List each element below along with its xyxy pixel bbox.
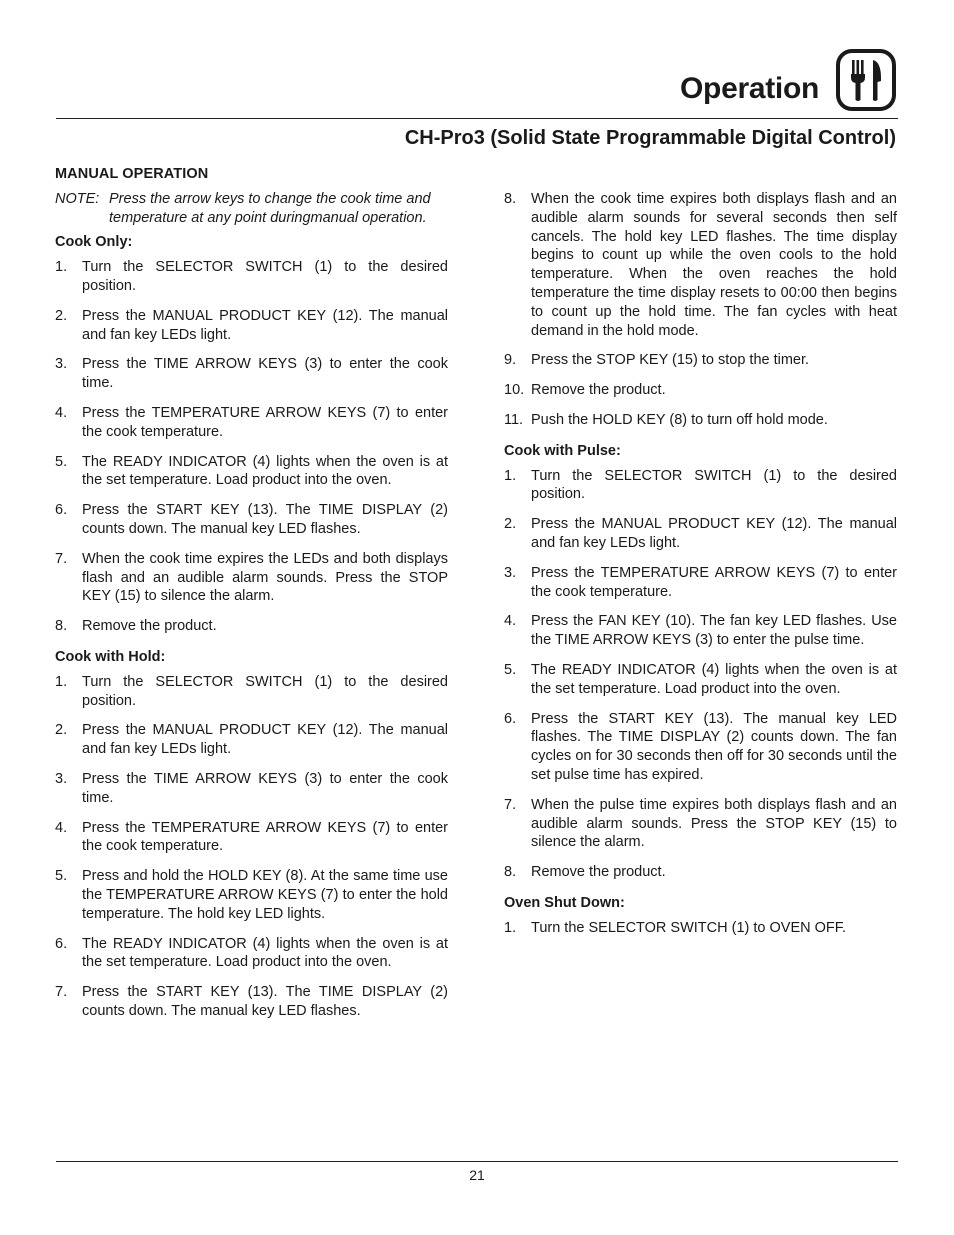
step-text: Press the FAN KEY (10). The fan key LED flashes. Use the TIME ARROW KEYS (3) to enter the pulse time. (531, 613, 897, 649)
step-text: Press the START KEY (13). The manual key LED flashes. The TIME DISPLAY (2) counts down. The fan cycles on for 30 seconds then off for 30 seconds until the set pulse time has expired. (531, 710, 897, 783)
step-number: 2. (55, 722, 68, 739)
step-text: Press the START KEY (13). The TIME DISPLAY (2) counts down. The manual key LED flashes. (82, 502, 448, 537)
list-item (55, 355, 448, 393)
step-text: Press the TEMPERATURE ARROW KEYS (7) to enter the cook temperature. (82, 404, 448, 440)
step-text: The READY INDICATOR (4) lights when the oven is at the set temperature. Load product into the oven. (82, 935, 448, 971)
step-number: 10. (504, 382, 525, 399)
step-text: Push the HOLD KEY (8) to turn off hold mode. (531, 411, 828, 428)
step-number: 1. (55, 673, 68, 690)
step-number: 11. (504, 411, 524, 428)
steps-cook-with-pulse (504, 467, 897, 882)
heading-cook-only: Cook Only: (55, 234, 133, 251)
step-text: Press the MANUAL PRODUCT KEY (12). The manual and fan key LEDs light. (82, 307, 448, 343)
step-text: Remove the product. (531, 382, 666, 399)
step-number: 7. (55, 984, 68, 1001)
list-item (55, 983, 448, 1021)
heading-oven-shut-down: Oven Shut Down: (504, 894, 625, 911)
step-text: Press and hold the HOLD KEY (8). At the same time use the TEMPERATURE ARROW KEYS (7) to enter the hold temperature. The hold key LED lights. (82, 868, 448, 922)
list-item (55, 453, 448, 491)
list-item (55, 935, 448, 973)
step-number: 5. (55, 868, 68, 885)
step-number: 6. (504, 710, 517, 727)
footer-divider (56, 1161, 898, 1162)
step-text: Remove the product. (531, 864, 666, 881)
step-text: Press the MANUAL PRODUCT KEY (12). The manual and fan key LEDs light. (531, 516, 897, 551)
step-number: 8. (504, 191, 517, 207)
left-column (55, 165, 448, 1033)
step-number: 2. (55, 307, 68, 324)
step-number: 4. (55, 819, 68, 836)
step-number: 7. (504, 796, 517, 813)
step-number: 2. (504, 516, 517, 533)
step-text: Turn the SELECTOR SWITCH (1) to OVEN OFF. (531, 919, 847, 936)
step-text: Press the TEMPERATURE ARROW KEYS (7) to enter the cook temperature. (531, 564, 897, 600)
steps-cook-with-hold-continued (504, 190, 897, 430)
page-title: Operation (680, 72, 819, 105)
list-item (504, 381, 897, 400)
step-text: Turn the SELECTOR SWITCH (1) to the desired position. (82, 259, 448, 294)
list-item (504, 863, 897, 882)
step-number: 9. (504, 352, 517, 369)
list-item (504, 919, 897, 938)
step-number: 1. (504, 919, 517, 936)
step-number: 3. (55, 770, 68, 787)
list-item (504, 467, 897, 505)
step-number: 8. (504, 864, 517, 881)
list-item (504, 515, 897, 553)
step-text: The READY INDICATOR (4) lights when the oven is at the set temperature. Load product into the oven. (82, 453, 448, 489)
step-number: 1. (504, 467, 517, 484)
page-number: 21 (469, 1167, 485, 1183)
page-subtitle: CH-Pro3 (Solid State Programmable Digital Control) (404, 127, 896, 149)
step-number: 5. (504, 661, 517, 678)
step-text: Press the START KEY (13). The TIME DISPLAY (2) counts down. The manual key LED flashes. (82, 984, 448, 1019)
step-text: Turn the SELECTOR SWITCH (1) to the desired position. (531, 467, 897, 503)
step-text: Press the MANUAL PRODUCT KEY (12). The manual and fan key LEDs light. (82, 722, 448, 758)
list-item (55, 550, 448, 606)
section-heading-manual-operation: MANUAL OPERATION (55, 166, 209, 182)
list-item (55, 673, 448, 711)
step-number: 4. (504, 613, 517, 630)
list-item (55, 307, 448, 345)
step-number: 4. (55, 404, 68, 421)
step-number: 8. (55, 618, 68, 635)
step-number: 6. (55, 935, 68, 952)
list-item (55, 721, 448, 759)
step-number: 3. (504, 564, 517, 581)
step-number: 7. (55, 550, 68, 567)
step-text: Turn the SELECTOR SWITCH (1) to the desired position. (82, 673, 448, 709)
fork-knife-icon (835, 48, 897, 112)
step-text: When the cook time expires both displays flash and an audible alarm sounds for several seconds then self cancels. The hold key LED flashes. The time display begins to count up while the oven cools to the hold temperature. When the oven reaches the hold temperature the time display resets to 00:00 then begins to count up the hold time. The fan cycles with heat demand in the hold mode. (531, 191, 897, 339)
list-item (504, 612, 897, 650)
list-item (504, 710, 897, 785)
step-number: 6. (55, 502, 68, 519)
list-item (504, 796, 897, 852)
steps-oven-shut-down (504, 919, 897, 938)
list-item (504, 661, 897, 699)
list-item (55, 258, 448, 296)
step-text: Remove the product. (82, 618, 217, 635)
step-number: 3. (55, 356, 68, 373)
note (55, 190, 448, 228)
heading-cook-with-pulse: Cook with Pulse: (504, 442, 621, 459)
list-item (55, 501, 448, 539)
step-text: Press the STOP KEY (15) to stop the timer. (531, 352, 810, 369)
step-text: Press the TIME ARROW KEYS (3) to enter the cook time. (82, 770, 448, 806)
list-item (504, 564, 897, 602)
list-item (504, 190, 897, 340)
list-item (504, 411, 897, 430)
step-number: 5. (55, 453, 68, 470)
list-item (55, 404, 448, 442)
note-text: Press the arrow keys to change the cook time and temperature at any point duringmanual operation. (109, 190, 431, 226)
right-column (504, 190, 897, 950)
step-number: 1. (55, 259, 68, 276)
list-item (55, 617, 448, 636)
step-text: When the pulse time expires both displays flash and an audible alarm sounds. Press the STOP KEY (15) to silence the alarm. (531, 796, 897, 851)
heading-cook-with-hold: Cook with Hold: (55, 648, 166, 665)
step-text: The READY INDICATOR (4) lights when the oven is at the set temperature. Load product into the oven. (531, 661, 897, 697)
list-item (55, 819, 448, 857)
steps-cook-only (55, 258, 448, 636)
steps-cook-with-hold (55, 673, 448, 1021)
list-item (55, 867, 448, 923)
note-label: NOTE: (55, 190, 100, 207)
step-text: When the cook time expires the LEDs and both displays flash and an audible alarm sounds. Press the STOP KEY (15) to silence the alarm. (82, 550, 448, 605)
header-divider (56, 118, 898, 119)
step-text: Press the TIME ARROW KEYS (3) to enter the cook time. (82, 356, 448, 392)
step-text: Press the TEMPERATURE ARROW KEYS (7) to enter the cook temperature. (82, 819, 448, 855)
list-item (504, 351, 897, 370)
list-item (55, 770, 448, 808)
